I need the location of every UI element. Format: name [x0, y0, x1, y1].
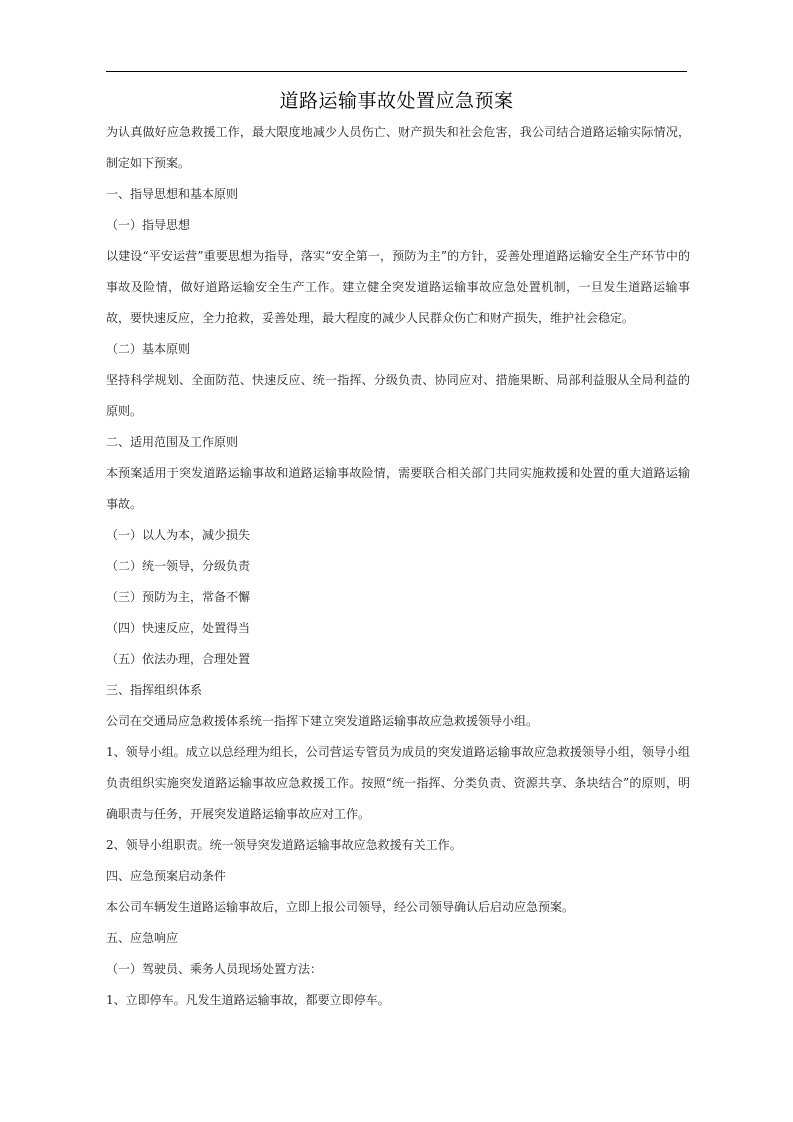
section-heading-4: 四、应急预案启动条件 [106, 869, 227, 883]
basic-principles-paragraph: 坚持科学规划、全面防范、快速反应、统一指挥、分级负责、协同应对、措施果断、局部利益服从全局利益的原则。 [106, 373, 690, 418]
principle-item-5: （五）依法办理，合理处置 [106, 652, 251, 666]
guiding-ideology-paragraph: 以建设“平安运营”重要思想为指导，落实“安全第一，预防为主”的方针，妥善处理道路运输安全生产环节中的事故及险情，做好道路运输安全生产工作。建立健全突发道路运输事故应急处置机制，一旦发生道路运输事故，要快速反应，全力抢救，妥善处理，最大程度的减少人民群众伤亡和财产损失，维护社会稳定。 [106, 249, 690, 325]
scope-paragraph: 本预案适用于突发道路运输事故和道路运输事故险情，需要联合相关部门共同实施救援和处置的重大道路运输事故。 [106, 466, 690, 511]
section-heading-3: 三、指挥组织体系 [106, 683, 203, 697]
subsection-heading-1-2: （二）基本原则 [106, 342, 191, 356]
principle-item-3: （三）预防为主，常备不懈 [106, 590, 251, 604]
leading-group-duties-paragraph: 2、领导小组职责。统一领导突发道路运输事故应急救援有关工作。 [106, 838, 462, 852]
subsection-heading-5-1: （一）驾驶员、乘务人员现场处置方法： [106, 962, 323, 976]
header-rule [106, 71, 687, 72]
principle-item-2: （二）统一领导，分级负责 [106, 559, 251, 573]
principle-item-4: （四）快速反应，处置得当 [106, 621, 251, 635]
section-heading-1: 一、指导思想和基本原则 [106, 187, 239, 201]
activation-conditions-paragraph: 本公司车辆发生道路运输事故后，立即上报公司领导，经公司领导确认后启动应急预案。 [106, 900, 575, 914]
principle-item-1: （一）以人为本，减少损失 [106, 528, 251, 542]
command-system-paragraph: 公司在交通局应急救援体系统一指挥下建立突发道路运输事故应急救援领导小组。 [106, 714, 539, 728]
response-step-1: 1、立即停车。凡发生道路运输事故，都要立即停车。 [106, 993, 390, 1007]
leading-group-paragraph: 1、领导小组。成立以总经理为组长，公司营运专管员为成员的突发道路运输事故应急救援领导小组，领导小组负责组织实施突发道路运输事故应急救援工作。按照“统一指挥、分类负责、资源共享、条块结合”的原则，明确职责与任务，开展突发道路运输事故应对工作。 [106, 745, 690, 821]
intro-paragraph: 为认真做好应急救援工作，最大限度地减少人员伤亡、财产损失和社会危害，我公司结合道路运输实际情况，制定如下预案。 [106, 125, 690, 170]
subsection-heading-1-1: （一）指导思想 [106, 218, 191, 232]
section-heading-2: 二、适用范围及工作原则 [106, 435, 239, 449]
document-title: 道路运输事故处置应急预案 [279, 90, 514, 112]
section-heading-5: 五、应急响应 [106, 931, 179, 945]
